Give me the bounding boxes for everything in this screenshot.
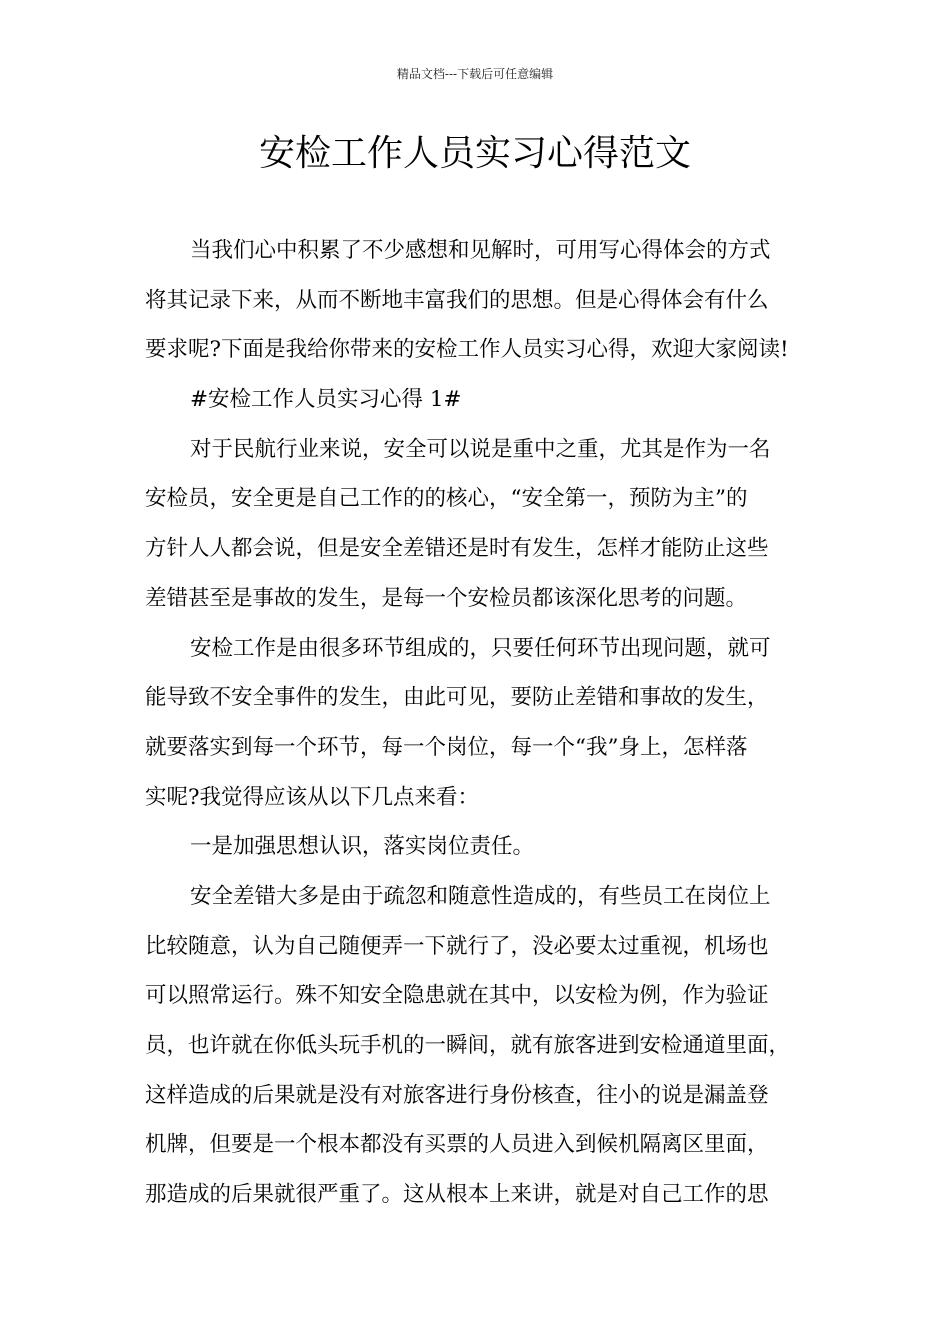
paragraph-line: 那造成的后果就很严重了。这从根本上来讲，就是对自己工作的思 (145, 1182, 769, 1208)
paragraph-line: 就要落实到每一个环节，每一个岗位，每一个“我”身上，怎样落 (145, 734, 748, 760)
paragraph-line: 安检员，安全更是自己工作的的核心，“安全第一，预防为主”的 (145, 486, 748, 512)
paragraph-line: 一是加强思想认识，落实岗位责任。 (190, 834, 535, 860)
paragraph-line: 方针人人都会说，但是安全差错还是时有发生，怎样才能防止这些 (145, 536, 769, 562)
paragraph-line: 当我们心中积累了不少感想和见解时，可用写心得体会的方式 (190, 238, 771, 263)
paragraph-line: 能导致不安全事件的发生，由此可见，要防止差错和事故的发生， (145, 685, 769, 711)
paragraph-line: 对于民航行业来说，安全可以说是重中之重，尤其是作为一名 (190, 436, 771, 462)
header-note: 精品文档---下载后可任意编辑 (396, 67, 554, 81)
paragraph-line: 员，也许就在你低头玩手机的一瞬间，就有旅客进到安检通道里面， (145, 1033, 791, 1058)
section-heading: #安检工作人员实习心得 1# (190, 387, 462, 413)
paragraph-line: 实呢?我觉得应该从以下几点来看： (145, 784, 480, 810)
paragraph-line: 安检工作是由很多环节组成的，只要任何环节出现问题，就可 (190, 635, 771, 661)
paragraph-line: 将其记录下来，从而不断地丰富我们的思想。但是心得体会有什么 (145, 287, 769, 313)
document-title: 安检工作人员实习心得范文 (258, 133, 691, 174)
paragraph-line: 要求呢?下面是我给你带来的安检工作人员实习心得，欢迎大家阅读! (145, 337, 789, 363)
paragraph-line: 可以照常运行。殊不知安全隐患就在其中，以安检为例，作为验证 (145, 983, 769, 1009)
document-body (145, 232, 825, 1226)
paragraph-line: 比较随意，认为自己随便弄一下就行了，没必要太过重视，机场也 (145, 933, 769, 959)
paragraph-line: 安全差错大多是由于疏忽和随意性造成的，有些员工在岗位上 (190, 883, 771, 909)
paragraph-line: 差错甚至是事故的发生，是每一个安检员都该深化思考的问题。 (145, 585, 748, 611)
paragraph-line: 机牌，但要是一个根本都没有买票的人员进入到候机隔离区里面， (145, 1132, 769, 1158)
paragraph-line: 这样造成的后果就是没有对旅客进行身份核查，往小的说是漏盖登 (145, 1082, 769, 1108)
